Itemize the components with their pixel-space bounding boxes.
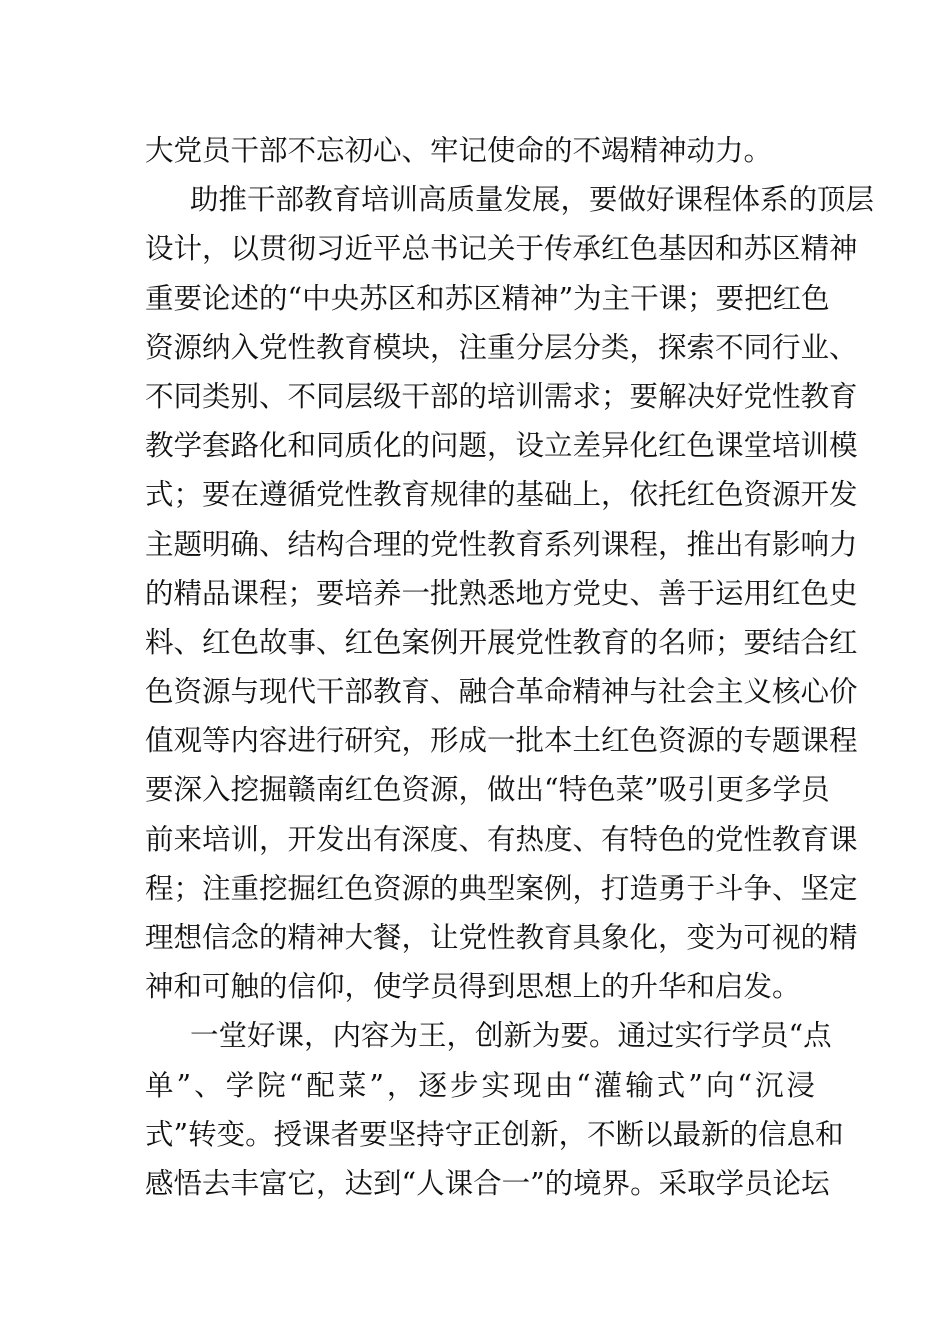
- text-line: 程；注重挖掘红色资源的典型案例，打造勇于斗争、坚定: [145, 871, 858, 905]
- text-line: 感悟去丰富它，达到“人课合一”的境界。采取学员论坛: [145, 1166, 830, 1200]
- text-line: 的精品课程；要培养一批熟悉地方党史、善于运用红色史: [145, 576, 858, 610]
- text-line: 重要论述的“中央苏区和苏区精神”为主干课；要把红色: [145, 281, 830, 315]
- text-line: 一堂好课，内容为王，创新为要。通过实行学员“点: [190, 1019, 832, 1053]
- paragraph: [145, 126, 815, 175]
- paragraph: [145, 175, 875, 1011]
- text-line: 大党员干部不忘初心、牢记使命的不竭精神动力。: [145, 134, 773, 167]
- text-line: 不同类别、不同层级干部的培训需求；要解决好党性教育: [145, 379, 858, 413]
- text-line: 前来培训，开发出有深度、有热度、有特色的党性教育课: [145, 822, 858, 856]
- document-body: [145, 126, 875, 1208]
- text-line: 主题明确、结构合理的党性教育系列课程，推出有影响力: [145, 527, 858, 561]
- text-line: 教学套路化和同质化的问题，设立差异化红色课堂培训模: [145, 429, 858, 463]
- text-line: 理想信念的精神大餐，让党性教育具象化，变为可视的精: [145, 921, 858, 954]
- text-line: 要深入挖掘赣南红色资源，做出“特色菜”吸引更多学员: [145, 773, 830, 807]
- paragraph: [145, 1011, 844, 1208]
- text-line: 色资源与现代干部教育、融合革命精神与社会主义核心价: [145, 675, 858, 709]
- text-line: 神和可触的信仰，使学员得到思想上的升华和启发。: [145, 970, 801, 1004]
- text-line: 资源纳入党性教育模块，注重分层分类，探索不同行业、: [145, 330, 858, 364]
- text-line: 设计，以贯彻习近平总书记关于传承红色基因和苏区精神: [145, 232, 858, 266]
- text-line: 式”转变。授课者要坚持守正创新，不断以最新的信息和: [145, 1117, 844, 1151]
- text-line: 助推干部教育培训高质量发展，要做好课程体系的顶层: [190, 183, 875, 217]
- text-line: 式；要在遵循党性教育规律的基础上，依托红色资源开发: [145, 478, 858, 512]
- text-line: 单”、学院“配菜”，逐步实现由“灌输式”向“沉浸: [145, 1068, 815, 1102]
- text-line: 值观等内容进行研究，形成一批本土红色资源的专题课程: [145, 724, 858, 758]
- text-line: 料、红色故事、红色案例开展党性教育的名师；要结合红: [145, 625, 858, 659]
